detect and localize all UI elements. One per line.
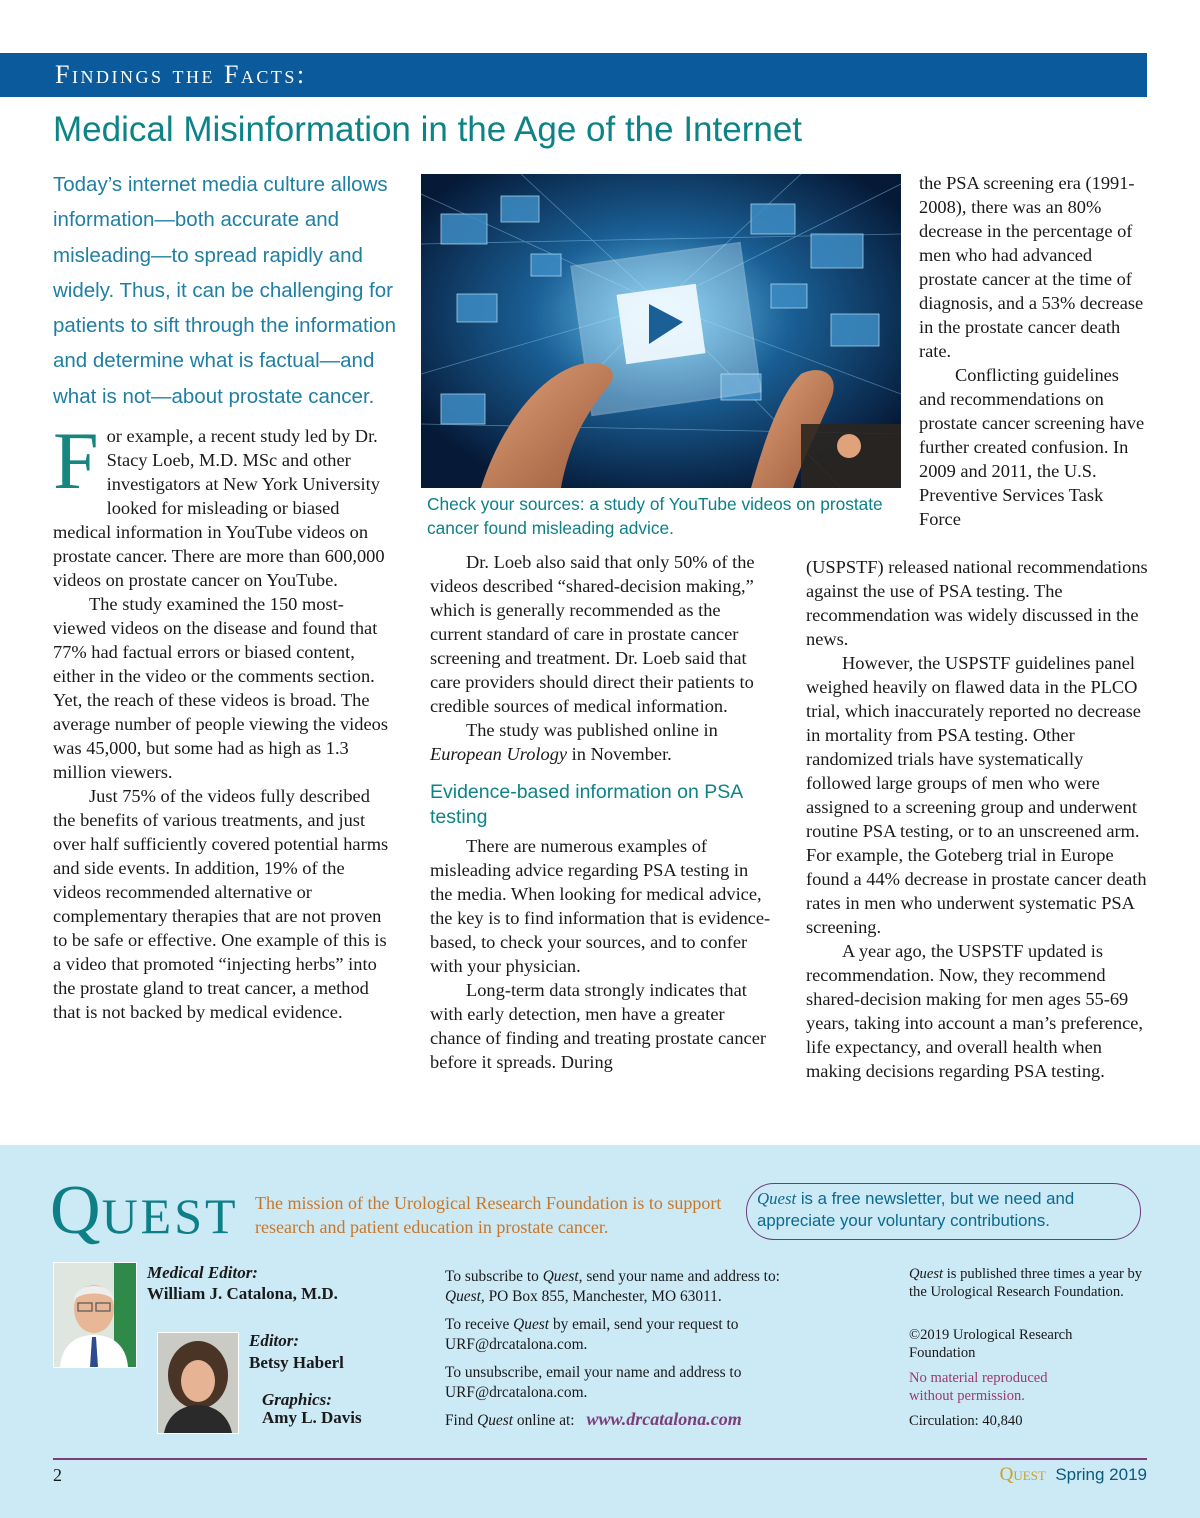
mission-statement: The mission of the Urological Research Foundation is to support research and patient education in prostate cancer. [255,1193,722,1237]
paragraph: However, the USPSTF guidelines panel weighed heavily on flawed data in the PLCO trial, which inaccurately reported no decrease in mortality from PSA testing. Other randomized trials have systematically followed large groups of men who were assigned to a screening group and underwent routine PSA testing, or to an unscreened arm. For example, the Goteberg trial in Europe found a 44% decrease in prostate cancer death rates in men who underwent systematic PSA screening. [806,653,1147,937]
paragraph: Dr. Loeb also said that only 50% of the videos described “shared-decision making,” which is generally recommended as the current standard of care in prostate cancer screening and treatment. Dr. Loeb said that care providers should direct their patients to credible sources of medical information. [430,552,755,716]
editor-photo [157,1332,239,1434]
subscribe-info: To subscribe to Quest, send your name and address to: Quest, PO Box 855, Manchester, MO 63011. [445,1268,780,1305]
paragraph: The study was published online in European Urology in November. [430,720,718,764]
graphics-role: Graphics: [262,1390,332,1409]
quest-logo: QUEST [50,1172,239,1249]
hero-photo [421,174,901,488]
paragraph: (USPSTF) released national recommendations against the use of PSA testing. The recommendation was widely discussed in the news. [806,557,1148,649]
medical-editor-name: William J. Catalona, M.D. [147,1284,338,1303]
footer-rule [53,1458,1147,1460]
photo-caption: Check your sources: a study of YouTube videos on prostate cancer found misleading advice. [427,494,883,538]
email-info: To receive Quest by email, send your request to URF@drcatalona.com. [445,1316,739,1353]
column-2 [430,550,775,1074]
paragraph: the PSA screening era (1991-2008), there was an 80% decrease in the percentage of men who had advanced prostate cancer at the time of diagnosis, and a 53% decrease in the prostate cancer death rate. [919,173,1144,361]
editor-name: Betsy Haberl [249,1353,344,1372]
paragraph: The study examined the 150 most-viewed videos on the disease and found that 77% had factual errors or biased content, either in the video or the comments section. Yet, the reach of these videos is broad. The average number of people viewing the videos was 45,000, but some had as high as 1.3 million viewers. [53,594,389,782]
digital-video-illustration [421,174,901,488]
paragraph: Long-term data strongly indicates that with early detection, men have a greater chance of finding and treating prostate cancer before it spreads. During [430,980,766,1072]
circulation: Circulation: 40,840 [909,1413,1023,1429]
find-online: Find Quest online at: www.drcatalona.com [445,1409,742,1429]
publication-info: Quest is published three times a year by the Urological Research Foundation. [909,1266,1143,1300]
contribution-text: Quest is a free newsletter, but we need and appreciate your voluntary contributions. [757,1189,1075,1230]
subheading: Evidence-based information on PSA testing [430,781,743,828]
copyright: ©2019 Urological Research Foundation [909,1327,1073,1361]
paragraph: A year ago, the USPSTF updated is recommendation. Now, they recommend shared-decision making for men ages 55-69 years, taking into account a man’s preference, life expectancy, and overall health when making decisions regarding PSA testing. [806,941,1144,1081]
page-number: 2 [53,1465,62,1485]
graphics-name: Amy L. Davis [262,1408,362,1427]
column-3-bottom [806,555,1151,1083]
article-title: Medical Misinformation in the Age of the Internet [53,110,803,149]
column-1 [53,415,393,1024]
section-label: Findings the Facts: [55,60,307,89]
no-reproduce-notice: No material reproduced without permission. [909,1370,1048,1404]
paragraph: For example, a recent study led by Dr. Stacy Loeb, M.D. MSc and other investigators at New York University looked for misleading or biased medical information in YouTube videos on prostate cancer. There are more than 600,000 videos on prostate cancer on YouTube. [53,415,385,590]
column-3-top [919,171,1147,531]
journal-name: European Urology [430,744,568,764]
editor-role: Editor: [249,1331,300,1350]
medical-editor-role: Medical Editor: [147,1263,258,1282]
website-link[interactable]: www.drcatalona.com [586,1409,742,1429]
unsubscribe-info: To unsubscribe, email your name and address to URF@drcatalona.com. [445,1364,742,1401]
paragraph: Just 75% of the videos fully described the benefits of various treatments, and just over half sufficiently covered potential harms and side events. In addition, 19% of the videos recommended alternative or complementary therapies that are not proven to be safe or effective. One example of this is a video that promoted “injecting herbs” into the prostate gland to treat cancer, a method that is not backed by medical evidence. [53,786,389,1022]
section-banner [0,53,1147,97]
paragraph: There are numerous examples of misleading advice regarding PSA testing in the media. When looking for medical advice, the key is to find information that is evidence-based, to check your sources, and to confer with your physician. [430,836,771,976]
medical-editor-photo [53,1262,137,1368]
lead-paragraph: Today’s internet media culture allows information—both accurate and misleading—to spread rapidly and widely. Thus, it can be challenging for patients to sift through the information and determine what is factual—and what is not—about prostate cancer. [53,173,397,408]
issue-label: Quest Spring 2019 [999,1464,1147,1485]
drop-cap: F [53,415,99,506]
paragraph: Conflicting guidelines and recommendations on prostate cancer screening have further created confusion. In 2009 and 2011, the U.S. Preventive Services Task Force [919,365,1145,529]
